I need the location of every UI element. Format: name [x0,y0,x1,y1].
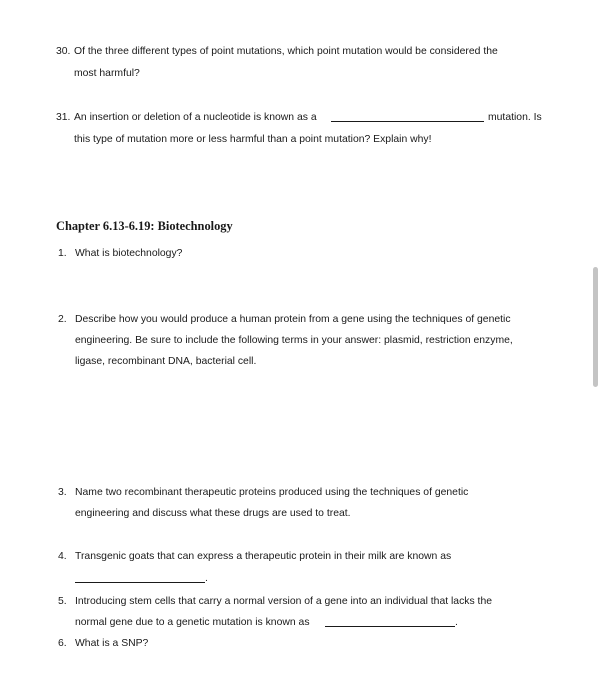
question-text: engineering. Be sure to include the following terms in your answer: plasmid, restriction enzyme, [75,335,513,346]
chapter-heading: Chapter 6.13-6.19: Biotechnology [56,219,233,233]
question-text: normal gene due to a genetic mutation is known as [75,617,310,628]
question-text: engineering and discuss what these drugs are used to treat. [75,508,351,519]
question-number: 6. [58,638,67,649]
question-text: Introducing stem cells that carry a normal version of a gene into an individual that lacks the [75,596,493,607]
question-number: 31. [56,112,71,123]
question-text: Name two recombinant therapeutic proteins produced using the techniques of genetic [75,487,469,498]
question-text: Transgenic goats that can express a therapeutic protein in their milk are known as [75,551,452,562]
vertical-scrollbar[interactable] [593,267,598,387]
question-number: 30. [56,46,71,57]
question-text: What is a SNP? [75,638,149,649]
question-text: What is biotechnology? [75,248,183,259]
answer-blank[interactable] [75,572,205,583]
question-text: most harmful? [74,68,140,79]
question-text: this type of mutation more or less harmful than a point mutation? Explain why! [74,134,432,145]
question-text: Describe how you would produce a human protein from a gene using the techniques of genetic [75,314,511,325]
question-number: 3. [58,487,67,498]
question-number: 4. [58,551,67,562]
answer-blank[interactable] [325,616,455,627]
answer-blank[interactable] [331,111,484,122]
question-number: 1. [58,248,67,259]
question-punctuation: . [205,573,208,584]
question-text: mutation. Is [488,112,542,123]
question-number: 5. [58,596,67,607]
question-punctuation: . [455,617,458,628]
question-text: Of the three different types of point mutations, which point mutation would be considered the [74,46,498,57]
question-text: ligase, recombinant DNA, bacterial cell. [75,356,257,367]
question-text: An insertion or deletion of a nucleotide is known as a [74,112,317,123]
question-number: 2. [58,314,67,325]
